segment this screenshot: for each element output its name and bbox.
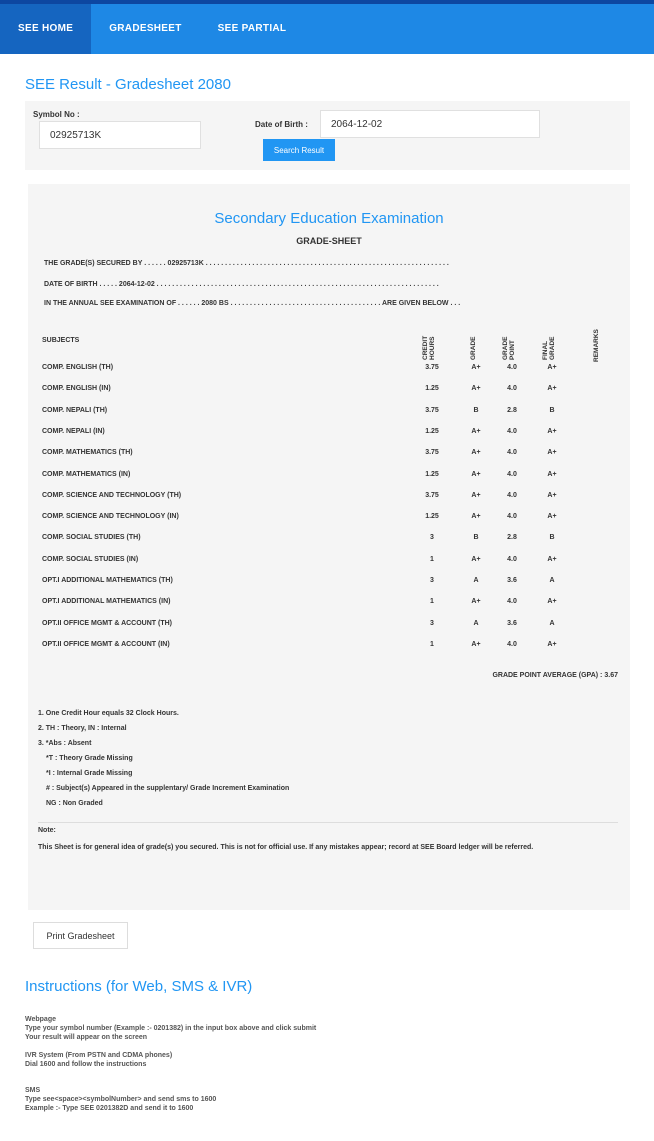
subject-cell: OPT.II OFFICE MGMT & ACCOUNT (IN)	[42, 640, 170, 648]
credit-cell: 1	[430, 640, 434, 648]
instr-web-line: Type your symbol number (Example :- 0201382) in the input box above and click submit	[25, 1025, 317, 1032]
main-nav	[0, 4, 654, 54]
final-grade-cell: A+	[547, 640, 557, 648]
instr-sms-title: SMS	[25, 1087, 41, 1094]
instr-web-title: Webpage	[25, 1016, 56, 1023]
grade-cell: A+	[471, 449, 481, 457]
dob-input[interactable]	[320, 110, 540, 138]
table-row	[42, 364, 622, 385]
note-item: *I : Internal Grade Missing	[46, 770, 133, 777]
grade-point-cell: 4.0	[507, 513, 517, 521]
table-row	[42, 492, 622, 513]
final-grade-cell: A+	[547, 449, 557, 457]
final-grade-cell: B	[549, 534, 555, 542]
subject-cell: COMP. SCIENCE AND TECHNOLOGY (IN)	[42, 513, 179, 521]
final-grade-cell: A+	[547, 513, 557, 521]
grade-cell: A+	[471, 364, 481, 371]
subject-cell: OPT.II OFFICE MGMT & ACCOUNT (TH)	[42, 619, 173, 627]
gpa-label: GRADE POINT AVERAGE (GPA) :	[492, 672, 603, 679]
header-final-grade: FINAL GRADE	[542, 336, 556, 360]
credit-cell: 1.25	[425, 470, 439, 478]
grade-cell: A+	[471, 598, 481, 606]
info-line-symbol: THE GRADE(S) SECURED BY . . . . . . 02925713K . . . . . . . . . . . . . . . . . . . . . . . . . . . . . . . . . . . . . . . . . . . . . . . . . . . . . . . . . . . . . . .	[44, 260, 449, 267]
instr-ivr	[25, 1051, 172, 1069]
search-result-button[interactable]: Search Result	[263, 139, 335, 161]
print-gradesheet-button[interactable]: Print Gradesheet	[33, 922, 128, 949]
grade-cell: A	[473, 619, 479, 627]
instr-ivr-title: IVR System (From PSTN and CDMA phones)	[25, 1052, 173, 1059]
grade-point-cell: 3.6	[507, 619, 517, 627]
credit-cell: 3.75	[425, 406, 439, 414]
credit-cell: 1.25	[425, 513, 439, 521]
grade-cell: A+	[471, 470, 481, 478]
legend-notes	[38, 706, 289, 811]
credit-cell: 3	[430, 534, 434, 542]
header-grade-point: GRADE POINT	[502, 336, 516, 360]
header-credit-hours: CREDIT HOURS	[422, 335, 436, 360]
grade-cell: A+	[471, 555, 481, 563]
instr-ivr-line: Dial 1600 and follow the instructions	[25, 1061, 147, 1068]
grade-point-cell: 4.0	[507, 640, 517, 648]
note-item: NG : Non Graded	[46, 800, 103, 807]
gpa-line	[490, 672, 618, 679]
note-text: This Sheet is for general idea of grade(s) you secured. This is not for official use. If any mistakes appear; record at SEE Board ledger will be referred.	[38, 844, 534, 851]
table-row	[42, 385, 622, 406]
nav-see-partial[interactable]: SEE PARTIAL	[217, 23, 287, 34]
final-grade-cell: A+	[547, 364, 557, 371]
grade-point-cell: 4.0	[507, 598, 517, 606]
grade-point-cell: 4.0	[507, 555, 517, 563]
final-grade-cell: A+	[547, 598, 557, 606]
note-item: # : Subject(s) Appeared in the supplentary/ Grade Increment Examination	[46, 785, 290, 792]
info-line-exam: IN THE ANNUAL SEE EXAMINATION OF . . . . . . 2080 BS . . . . . . . . . . . . . . . . . . . . . . . . . . . . . . . . . . . . . . . ARE GIVEN BELOW . . .	[44, 300, 461, 307]
header-remarks: REMARKS	[593, 329, 600, 362]
grade-cell: A+	[471, 513, 481, 521]
page-title: SEE Result - Gradesheet 2080	[25, 76, 231, 93]
instr-web-line: Your result will appear on the screen	[25, 1034, 148, 1041]
credit-cell: 3	[430, 577, 434, 584]
grade-point-cell: 4.0	[507, 470, 517, 478]
credit-cell: 3.75	[425, 449, 439, 457]
table-row	[42, 620, 622, 641]
note-item: *T : Theory Grade Missing	[46, 755, 133, 762]
credit-cell: 3	[430, 619, 434, 627]
table-row	[42, 598, 622, 619]
subject-cell: COMP. SOCIAL STUDIES (IN)	[42, 555, 139, 563]
note-title: Note:	[38, 827, 56, 834]
dob-label: Date of Birth :	[255, 120, 308, 129]
note-item: 3. *Abs : Absent	[38, 740, 92, 747]
table-row	[42, 428, 622, 449]
grade-cell: A+	[471, 640, 481, 648]
note-item: 2. TH : Theory, IN : Internal	[38, 725, 127, 732]
final-grade-cell: A+	[547, 385, 557, 393]
credit-cell: 1	[430, 598, 434, 606]
grade-cell: A+	[471, 427, 481, 435]
final-grade-cell: A	[549, 577, 555, 584]
final-grade-cell: A	[549, 619, 555, 627]
table-row	[42, 513, 622, 534]
table-row	[42, 407, 622, 428]
info-line-dob: DATE OF BIRTH . . . . . 2064-12-02 . . . . . . . . . . . . . . . . . . . . . . . . . . . . . . . . . . . . . . . . . . . . . . . . . . . . . . . . . . . . . . . . . . . . . . . . .	[44, 281, 439, 288]
table-row	[42, 471, 622, 492]
credit-cell: 3.75	[425, 364, 439, 371]
symbol-label: Symbol No :	[33, 110, 80, 119]
sheet-title: Secondary Education Examination	[214, 210, 444, 227]
credit-cell: 1.25	[425, 385, 439, 393]
grade-cell: A	[473, 577, 479, 584]
credit-cell: 1	[430, 555, 434, 563]
instr-sms	[25, 1086, 216, 1113]
final-grade-cell: A+	[547, 491, 557, 499]
final-grade-cell: B	[549, 406, 555, 414]
final-grade-cell: A+	[547, 555, 557, 563]
grade-cell: B	[473, 406, 479, 414]
instructions-title: Instructions (for Web, SMS & IVR)	[25, 978, 253, 995]
table-row	[42, 449, 622, 470]
subject-cell: COMP. SOCIAL STUDIES (TH)	[42, 534, 141, 542]
table-row	[42, 641, 622, 662]
sheet-subtitle: GRADE-SHEET	[296, 236, 362, 246]
subject-cell: COMP. ENGLISH (TH)	[42, 364, 114, 371]
grade-point-cell: 2.8	[507, 534, 517, 542]
grade-point-cell: 2.8	[507, 406, 517, 414]
grade-point-cell: 3.6	[507, 577, 517, 584]
instr-sms-line: Example :- Type SEE 0201382D and send it to 1600	[25, 1105, 194, 1112]
nav-see-home[interactable]: SEE HOME	[0, 4, 91, 54]
credit-cell: 1.25	[425, 427, 439, 435]
subject-cell: COMP. MATHEMATICS (TH)	[42, 449, 133, 457]
subject-cell: COMP. NEPALI (TH)	[42, 406, 108, 414]
grade-point-cell: 4.0	[507, 364, 517, 371]
subject-cell: COMP. MATHEMATICS (IN)	[42, 470, 131, 478]
header-subjects: SUBJECTS	[42, 337, 80, 344]
grade-point-cell: 4.0	[507, 427, 517, 435]
table-row	[42, 534, 622, 555]
table-row	[42, 577, 622, 598]
subject-cell: COMP. NEPALI (IN)	[42, 427, 105, 435]
grade-cell: A+	[471, 385, 481, 393]
grade-point-cell: 4.0	[507, 449, 517, 457]
instr-sms-line: Type see<space><symbolNumber> and send sms to 1600	[25, 1096, 217, 1103]
search-panel	[25, 101, 630, 170]
symbol-input[interactable]	[39, 121, 201, 149]
credit-cell: 3.75	[425, 491, 439, 499]
instr-webpage	[25, 1015, 316, 1042]
gpa-value: 3.67	[604, 672, 618, 679]
grade-point-cell: 4.0	[507, 491, 517, 499]
subject-cell: COMP. ENGLISH (IN)	[42, 385, 111, 393]
grade-cell: A+	[471, 491, 481, 499]
final-grade-cell: A+	[547, 427, 557, 435]
gradesheet-panel	[28, 184, 630, 910]
divider	[38, 822, 618, 823]
grade-cell: B	[473, 534, 479, 542]
table-row	[42, 556, 622, 577]
grade-point-cell: 4.0	[507, 385, 517, 393]
nav-gradesheet[interactable]: GRADESHEET	[109, 23, 182, 34]
final-grade-cell: A+	[547, 470, 557, 478]
subject-cell: OPT.I ADDITIONAL MATHEMATICS (TH)	[42, 577, 173, 584]
subject-cell: OPT.I ADDITIONAL MATHEMATICS (IN)	[42, 598, 171, 606]
subject-cell: COMP. SCIENCE AND TECHNOLOGY (TH)	[42, 491, 182, 499]
header-grade: GRADE	[470, 336, 477, 360]
note-item: 1. One Credit Hour equals 32 Clock Hours.	[38, 710, 179, 717]
